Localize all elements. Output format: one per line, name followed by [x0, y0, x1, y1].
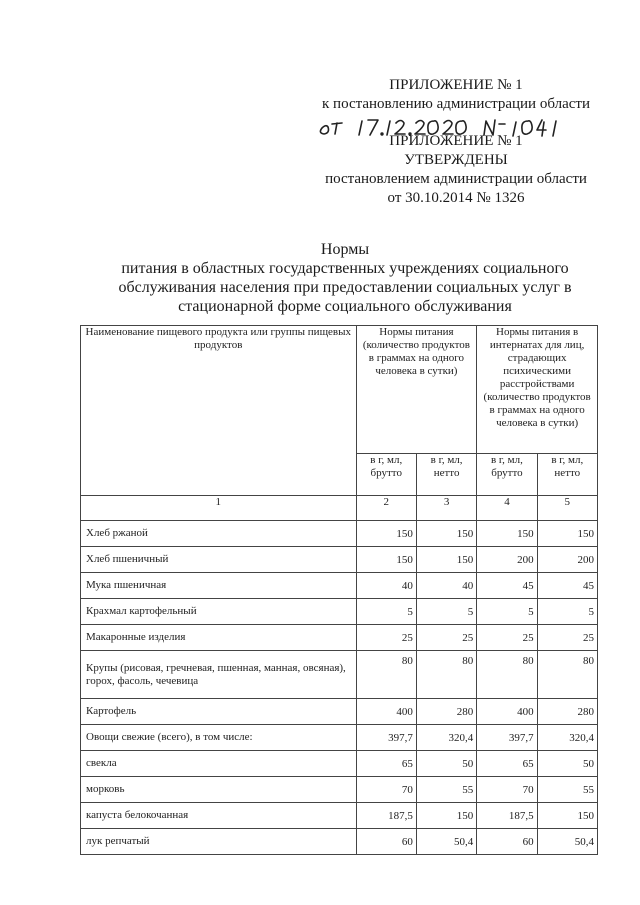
value-cell: 40 — [416, 573, 476, 599]
value-cell: 45 — [477, 573, 537, 599]
value-cell: 397,7 — [356, 725, 416, 751]
subheader-gross-1: в г, мл, брутто — [356, 454, 416, 496]
table-row — [81, 547, 598, 573]
value-cell: 50 — [537, 751, 597, 777]
resolution-reference: к постановлению администрации области — [322, 96, 590, 112]
appendix-heading-2: ПРИЛОЖЕНИЕ № 1 — [389, 133, 523, 149]
header-block-top — [300, 76, 612, 114]
table-row — [81, 803, 598, 829]
value-cell: 60 — [356, 829, 416, 855]
value-cell: 25 — [416, 625, 476, 651]
column-number: 2 — [356, 496, 416, 521]
value-cell: 50 — [416, 751, 476, 777]
product-name: Хлеб ржаной — [81, 521, 357, 547]
value-cell: 187,5 — [356, 803, 416, 829]
product-name: Макаронные изделия — [81, 625, 357, 651]
value-cell: 55 — [537, 777, 597, 803]
value-cell: 200 — [477, 547, 537, 573]
approved-by-resolution: постановлением администрации области — [325, 171, 587, 187]
column-number: 5 — [537, 496, 597, 521]
table-row — [81, 599, 598, 625]
title-line-1: Нормы — [320, 241, 370, 258]
table-row — [81, 625, 598, 651]
value-cell: 40 — [356, 573, 416, 599]
value-cell: 5 — [416, 599, 476, 625]
value-cell: 70 — [356, 777, 416, 803]
value-cell: 80 — [356, 651, 416, 699]
subheader-gross-2: в г, мл, брутто — [477, 454, 537, 496]
title-line-4: стационарной форме социального обслуживания — [178, 298, 512, 315]
value-cell: 200 — [537, 547, 597, 573]
table-row — [81, 521, 598, 547]
column-number: 1 — [81, 496, 357, 521]
header-norms-psychiatric: Нормы питания в интернатах для лиц, страдающих психическими расстройствами (количество продуктов в граммах на одного человека в сутки) — [477, 326, 598, 454]
table-header-row — [81, 326, 598, 454]
table-row — [81, 751, 598, 777]
value-cell: 25 — [537, 625, 597, 651]
title-line-3: обслуживания населения при предоставлении социальных услуг в — [118, 279, 572, 296]
table-row — [81, 725, 598, 751]
product-name: лук репчатый — [81, 829, 357, 855]
nutrition-norms-table — [80, 325, 598, 855]
value-cell: 150 — [356, 521, 416, 547]
product-name: свекла — [81, 751, 357, 777]
value-cell: 70 — [477, 777, 537, 803]
table-row — [81, 651, 598, 699]
product-name: Картофель — [81, 699, 357, 725]
title-line-2: питания в областных государственных учреждениях социального — [121, 260, 569, 277]
product-name: Овощи свежие (всего), в том числе: — [81, 725, 357, 751]
value-cell: 280 — [416, 699, 476, 725]
table-row — [81, 573, 598, 599]
value-cell: 80 — [477, 651, 537, 699]
header-block-approved — [300, 132, 612, 208]
value-cell: 397,7 — [477, 725, 537, 751]
value-cell: 320,4 — [416, 725, 476, 751]
value-cell: 50,4 — [416, 829, 476, 855]
value-cell: 150 — [416, 547, 476, 573]
value-cell: 400 — [356, 699, 416, 725]
product-name: морковь — [81, 777, 357, 803]
resolution-date-number: от 30.10.2014 № 1326 — [387, 190, 525, 206]
product-name: Крахмал картофельный — [81, 599, 357, 625]
subheader-net-1: в г, мл, нетто — [416, 454, 476, 496]
product-name: Крупы (рисовая, гречневая, пшенная, манная, овсяная), горох, фасоль, чечевица — [81, 651, 357, 699]
product-name: Мука пшеничная — [81, 573, 357, 599]
value-cell: 25 — [356, 625, 416, 651]
product-name: капуста белокочанная — [81, 803, 357, 829]
column-number-row — [81, 496, 598, 521]
value-cell: 80 — [416, 651, 476, 699]
value-cell: 5 — [477, 599, 537, 625]
value-cell: 5 — [537, 599, 597, 625]
value-cell: 320,4 — [537, 725, 597, 751]
value-cell: 25 — [477, 625, 537, 651]
document-title — [75, 240, 615, 316]
approved-label: УТВЕРЖДЕНЫ — [404, 152, 508, 168]
value-cell: 45 — [537, 573, 597, 599]
value-cell: 150 — [477, 521, 537, 547]
column-number: 3 — [416, 496, 476, 521]
header-norms-general: Нормы питания (количество продуктов в граммах на одного человека в сутки) — [356, 326, 477, 454]
value-cell: 150 — [537, 803, 597, 829]
table-row — [81, 777, 598, 803]
value-cell: 150 — [416, 803, 476, 829]
table-row — [81, 829, 598, 855]
value-cell: 5 — [356, 599, 416, 625]
value-cell: 400 — [477, 699, 537, 725]
value-cell: 280 — [537, 699, 597, 725]
column-number: 4 — [477, 496, 537, 521]
value-cell: 80 — [537, 651, 597, 699]
value-cell: 65 — [477, 751, 537, 777]
subheader-net-2: в г, мл, нетто — [537, 454, 597, 496]
value-cell: 50,4 — [537, 829, 597, 855]
value-cell: 150 — [416, 521, 476, 547]
value-cell: 150 — [537, 521, 597, 547]
value-cell: 150 — [356, 547, 416, 573]
product-name: Хлеб пшеничный — [81, 547, 357, 573]
value-cell: 65 — [356, 751, 416, 777]
value-cell: 60 — [477, 829, 537, 855]
header-product-name: Наименование пищевого продукта или группы пищевых продуктов — [81, 326, 357, 496]
table-row — [81, 699, 598, 725]
value-cell: 55 — [416, 777, 476, 803]
appendix-heading: ПРИЛОЖЕНИЕ № 1 — [389, 77, 523, 93]
value-cell: 187,5 — [477, 803, 537, 829]
